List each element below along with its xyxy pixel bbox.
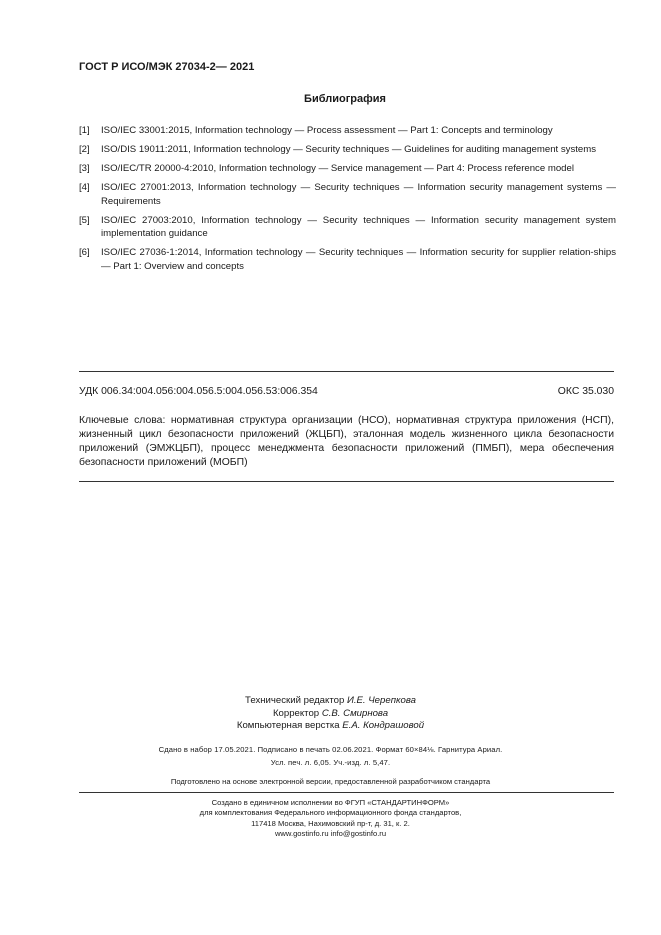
publisher-line: www.gostinfo.ru info@gostinfo.ru [274,829,387,839]
editor-line [0,695,661,708]
divider-top [79,371,614,372]
keywords-paragraph: Ключевые слова: нормативная структура организации (НСО), нормативная структура приложения (НСП), жизненный цикл безопасности приложений (ЖЦБП), эталонная модель жизненного цикла безопасности приложений (ЭМЖЦБП), процесс менеджмента безопасности приложений (ПМБП), мера обеспечения безопасности приложений (МОБП) [79,415,614,468]
bibliography-item-number: [3] [79,163,90,174]
udk-code: УДК 006.34:004.056:004.056.5:004.056.53:006.354 [79,386,318,397]
bibliography-item [79,124,616,138]
bibliography-item [79,162,616,176]
layout-line [0,720,661,733]
layout-role: Компьютерная верстка [236,720,340,731]
bibliography-item-text: ISO/IEC/TR 20000-4:2010, Information technology — Service management — Part 4: Process reference model [101,163,574,174]
print-info-line: Сдано в набор 17.05.2021. Подписано в печать 02.06.2021. Формат 60×84⅛. Гарнитура Ариал. [158,745,503,754]
publisher-line: для комплектования Федерального информационного фонда стандартов, [199,808,462,818]
bibliography-item-text: ISO/IEC 27036-1:2014, Information technology — Security techniques — Information security for supplier relation-ships — Part 1: Overview and concepts [101,247,616,272]
publisher-line: Создано в единичном исполнении во ФГУП «СТАНДАРТИНФОРМ» [211,798,450,807]
layout-name: Е.А. Кондрашовой [342,720,425,731]
bibliography-item [79,181,616,208]
classification-row [79,386,614,397]
bibliography-item [79,214,616,241]
editor-name: И.Е. Черепкова [346,695,416,706]
bibliography-item-text: ISO/IEC 27001:2013, Information technology — Security techniques — Information security management systems — Requirements [101,182,616,207]
editor-role: Технический редактор [245,695,345,706]
print-info-line: Усл. печ. л. 6,05. Уч.-изд. л. 5,47. [270,757,391,767]
bibliography-item-number: [5] [79,214,90,226]
document-code: ГОСТ Р ИСО/МЭК 27034-2— 2021 [79,61,255,73]
bibliography-title: Библиография [304,93,386,105]
bibliography-item [79,143,616,157]
divider-publisher [79,792,614,793]
print-info [0,744,661,769]
corrector-line [0,708,661,721]
bibliography-item-number: [2] [79,144,90,155]
bibliography-item-text: ISO/DIS 19011:2011, Information technology — Security techniques — Guidelines for auditing management systems [101,144,597,155]
divider-keywords [79,481,614,482]
publisher-line: 117418 Москва, Нахимовский пр-т, д. 31, к. 2. [251,818,410,828]
prepared-note: Подготовлено на основе электронной версии, предоставленной разработчиком стандарта [170,777,491,786]
corrector-role: Корректор [272,707,320,719]
bibliography-item-text: ISO/IEC 33001:2015, Information technology — Process assessment — Part 1: Concepts and terminology [101,125,553,136]
bibliography-item-number: [1] [79,125,90,136]
editorial-staff [0,695,661,733]
bibliography-item-number: [6] [79,247,90,258]
bibliography-item [79,246,616,273]
oks-code: ОКС 35.030 [557,386,614,397]
bibliography-item-text: ISO/IEC 27003:2010, Information technology — Security techniques — Information security management system implementation guidance [101,214,616,239]
bibliography-item-number: [4] [79,182,90,193]
bibliography-list [79,124,616,279]
publisher-info [0,798,661,840]
corrector-name: С.В. Смирнова [321,707,389,719]
